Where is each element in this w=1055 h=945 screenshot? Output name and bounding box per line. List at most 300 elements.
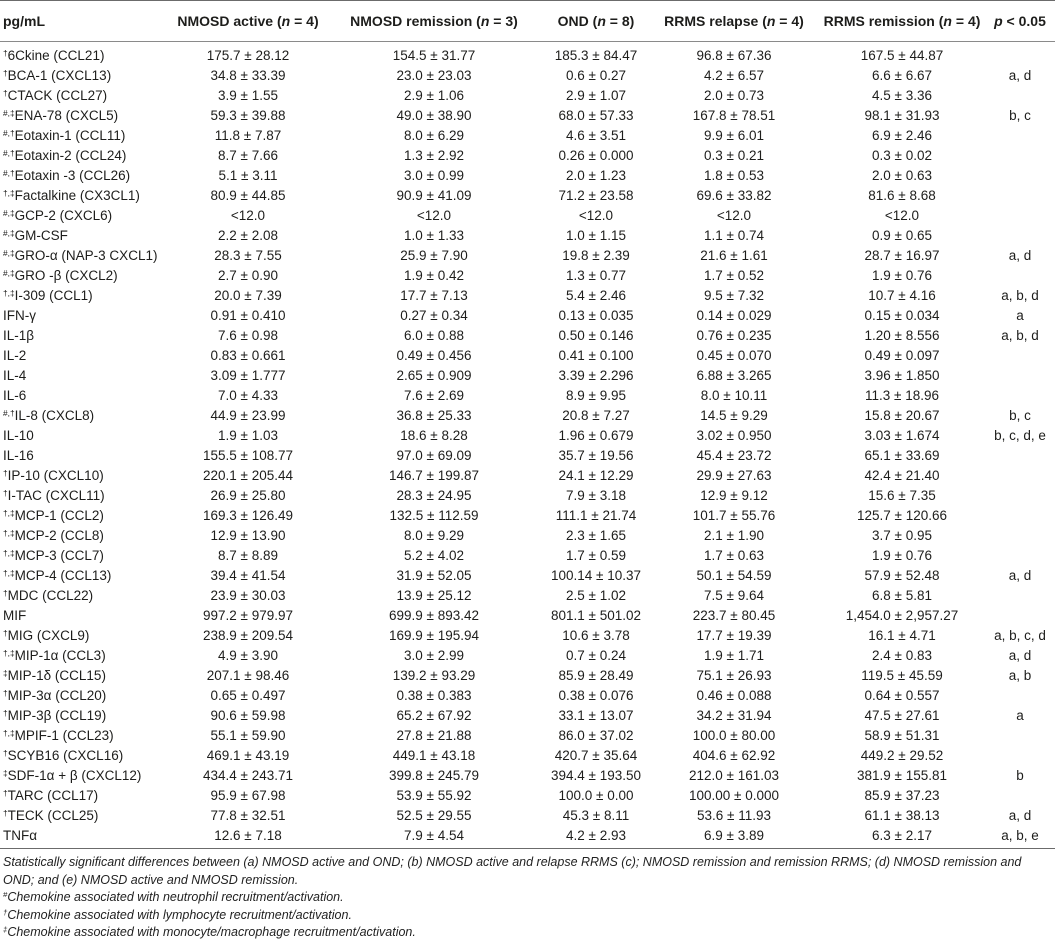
cell-ond: 1.96 ± 0.679 [558, 428, 634, 443]
analyte-name: IL-8 (CXCL8) [14, 408, 95, 423]
cell-rrms-remission: 10.7 ± 4.16 [868, 288, 936, 303]
footnote-marker: †,‡ [3, 727, 15, 738]
header-label: OND ( [557, 13, 598, 29]
cell-p-significance [985, 346, 1055, 366]
analyte-name: TARC (CCL17) [7, 788, 99, 803]
cell-p-significance: a, d [1008, 808, 1032, 823]
footnote-marker: #,‡ [3, 267, 15, 278]
table-row [0, 806, 1055, 826]
row-label [0, 486, 171, 506]
cell-p-significance: a, b [1008, 668, 1032, 683]
analyte-name: MIP-3β (CCL19) [7, 708, 107, 723]
cell-ond: 2.0 ± 1.23 [566, 168, 626, 183]
cell-rrms-relapse: 50.1 ± 54.59 [696, 568, 772, 583]
footnote-marker: ‡ [3, 925, 8, 935]
cell-rrms-remission: 167.5 ± 44.87 [860, 48, 944, 63]
table-row [0, 346, 1055, 366]
analyte-name: MCP-3 (CCL7) [14, 548, 104, 563]
analyte-name: Eotaxin-2 (CCL24) [14, 148, 127, 163]
cell-ond: 394.4 ± 193.50 [551, 768, 641, 783]
cell-nmosd-remission: 5.2 ± 4.02 [404, 548, 464, 563]
cell-ond: 19.8 ± 2.39 [562, 248, 630, 263]
footnote-marker: † [3, 627, 8, 638]
cell-nmosd-remission: 132.5 ± 112.59 [389, 508, 479, 523]
cell-rrms-remission: 381.9 ± 155.81 [857, 768, 947, 783]
cell-p-significance: a, b, e [1001, 828, 1039, 843]
footnote-marker: † [3, 67, 8, 78]
cell-rrms-relapse: 17.7 ± 19.39 [696, 628, 772, 643]
cell-rrms-relapse: 167.8 ± 78.51 [692, 108, 776, 123]
cell-nmosd-remission: 27.8 ± 21.88 [396, 728, 472, 743]
cell-nmosd-active: 95.9 ± 67.98 [210, 788, 286, 803]
cell-nmosd-active: 155.5 ± 108.77 [203, 448, 293, 463]
cell-rrms-relapse: 100.0 ± 80.00 [692, 728, 776, 743]
table-row [0, 86, 1055, 106]
footnote-marker: #,† [3, 167, 15, 178]
row-label [0, 86, 171, 106]
cell-ond: 68.0 ± 57.33 [558, 108, 634, 123]
row-label [0, 286, 171, 306]
cell-rrms-remission: 6.8 ± 5.81 [872, 588, 932, 603]
cell-nmosd-active: 0.83 ± 0.661 [210, 348, 286, 363]
cell-ond: 2.3 ± 1.65 [566, 528, 626, 543]
cell-rrms-relapse: 53.6 ± 11.93 [697, 808, 771, 823]
cell-nmosd-active: 169.3 ± 126.49 [203, 508, 293, 523]
cell-nmosd-remission: 53.9 ± 55.92 [396, 788, 472, 803]
analyte-name: SDF-1α + β (CXCL12) [7, 768, 142, 783]
row-label [0, 586, 171, 606]
cell-p-significance [985, 386, 1055, 406]
header-p-threshold: < 0.05 [1002, 13, 1046, 29]
cell-rrms-relapse: 45.4 ± 23.72 [696, 448, 772, 463]
cell-rrms-remission: 47.5 ± 27.61 [864, 708, 940, 723]
footnote-marker: #,† [3, 127, 15, 138]
cell-nmosd-active: 12.6 ± 7.18 [214, 828, 282, 843]
row-label [0, 706, 171, 726]
footnote-marker: † [3, 587, 8, 598]
cell-nmosd-active: 7.0 ± 4.33 [218, 388, 278, 403]
cell-ond: 0.41 ± 0.100 [558, 348, 634, 363]
row-label [0, 826, 171, 849]
cell-rrms-remission: 57.9 ± 52.48 [864, 568, 940, 583]
cell-rrms-relapse: 212.0 ± 161.03 [689, 768, 779, 783]
cell-nmosd-active: 2.2 ± 2.08 [218, 228, 278, 243]
cell-rrms-relapse: 7.5 ± 9.64 [704, 588, 764, 603]
cell-nmosd-remission: 6.0 ± 0.88 [404, 328, 464, 343]
cell-p-significance [985, 466, 1055, 486]
cell-nmosd-remission: 7.9 ± 4.54 [404, 828, 464, 843]
cell-rrms-relapse: <12.0 [716, 208, 752, 223]
analyte-name: IFN-γ [3, 308, 36, 323]
cell-nmosd-active: 469.1 ± 43.19 [206, 748, 290, 763]
cell-rrms-remission: 119.5 ± 45.59 [861, 668, 943, 683]
cell-rrms-remission: 4.5 ± 3.36 [872, 88, 932, 103]
analyte-name: MCP-1 (CCL2) [14, 508, 104, 523]
cell-nmosd-active: 8.7 ± 8.89 [218, 548, 278, 563]
cell-nmosd-remission: 2.9 ± 1.06 [404, 88, 464, 103]
row-label [0, 346, 171, 366]
row-label [0, 166, 171, 186]
analyte-name: IL-1β [3, 328, 35, 343]
cell-rrms-relapse: 101.7 ± 55.76 [692, 508, 776, 523]
row-label [0, 806, 171, 826]
table-row [0, 386, 1055, 406]
analyte-name: MDC (CCL22) [7, 588, 94, 603]
header-p-variable: p [994, 13, 1003, 29]
header-count: = 4) [290, 13, 319, 29]
row-label [0, 506, 171, 526]
cell-ond: 3.39 ± 2.296 [558, 368, 634, 383]
cell-p-significance [985, 86, 1055, 106]
table-row [0, 426, 1055, 446]
table-row [0, 66, 1055, 86]
cell-p-significance: b [1016, 768, 1024, 783]
table-row [0, 306, 1055, 326]
cell-p-significance [985, 266, 1055, 286]
cell-nmosd-remission: 18.6 ± 8.28 [400, 428, 468, 443]
cell-rrms-relapse: 0.46 ± 0.088 [696, 688, 772, 703]
row-label [0, 726, 171, 746]
analyte-name: MCP-2 (CCL8) [14, 528, 104, 543]
analyte-name: GRO -β (CXCL2) [14, 268, 118, 283]
header-n-variable: n [480, 13, 490, 29]
cell-rrms-relapse: 21.6 ± 1.61 [700, 248, 768, 263]
cell-ond: 111.1 ± 21.74 [555, 508, 637, 523]
cell-nmosd-remission: 0.49 ± 0.456 [396, 348, 472, 363]
cell-nmosd-remission: 3.0 ± 2.99 [404, 648, 464, 663]
footnote-marker: † [3, 467, 8, 478]
cell-ond: 0.26 ± 0.000 [558, 148, 634, 163]
cell-ond: 45.3 ± 8.11 [562, 808, 630, 823]
table-row [0, 466, 1055, 486]
row-label [0, 106, 171, 126]
table-row [0, 146, 1055, 166]
cell-nmosd-active: 77.8 ± 32.51 [210, 808, 286, 823]
header-count: = 4) [951, 13, 981, 29]
cell-p-significance [985, 786, 1055, 806]
cell-ond: 4.6 ± 3.51 [566, 128, 626, 143]
cell-nmosd-remission: 3.0 ± 0.99 [404, 168, 464, 183]
footnote-marker: † [3, 907, 8, 917]
cell-nmosd-active: 59.3 ± 39.88 [210, 108, 286, 123]
analyte-name: MPIF-1 (CCL23) [14, 728, 114, 743]
cell-rrms-remission: <12.0 [884, 208, 920, 223]
cell-nmosd-remission: 399.8 ± 245.79 [389, 768, 479, 783]
header-label: NMOSD active ( [177, 13, 282, 29]
cell-ond: 2.5 ± 1.02 [566, 588, 626, 603]
cell-rrms-remission: 85.9 ± 37.23 [864, 788, 940, 803]
footnote-marker: #,† [3, 407, 15, 418]
table-row [0, 286, 1055, 306]
cell-ond: 100.14 ± 10.37 [551, 568, 641, 583]
row-label [0, 406, 171, 426]
analyte-name: IL-2 [3, 348, 27, 363]
cell-nmosd-active: 26.9 ± 25.80 [210, 488, 286, 503]
table-row [0, 486, 1055, 506]
cell-rrms-relapse: 1.7 ± 0.52 [704, 268, 764, 283]
cell-rrms-remission: 125.7 ± 120.66 [857, 508, 947, 523]
cell-ond: 100.0 ± 0.00 [558, 788, 634, 803]
header-count: = 4) [775, 13, 804, 29]
cell-p-significance: a, d [1008, 68, 1032, 83]
table-row [0, 406, 1055, 426]
header-count: = 8) [605, 13, 635, 29]
analyte-name: SCYB16 (CXCL16) [7, 748, 124, 763]
table-row [0, 226, 1055, 246]
cell-nmosd-remission: 90.9 ± 41.09 [396, 188, 472, 203]
cell-rrms-remission: 0.15 ± 0.034 [864, 308, 940, 323]
table-row [0, 526, 1055, 546]
analyte-name: I-309 (CCL1) [14, 288, 93, 303]
cell-rrms-remission: 1,454.0 ± 2,957.27 [845, 608, 959, 623]
cell-rrms-remission: 15.6 ± 7.35 [868, 488, 936, 503]
cell-rrms-remission: 6.3 ± 2.17 [872, 828, 932, 843]
cell-p-significance [985, 726, 1055, 746]
cell-rrms-relapse: 0.3 ± 0.21 [704, 148, 764, 163]
row-label [0, 606, 171, 626]
cell-ond: 71.2 ± 23.58 [558, 188, 634, 203]
footnote-marker: † [3, 707, 8, 718]
cell-nmosd-active: 28.3 ± 7.55 [214, 248, 282, 263]
cell-rrms-remission: 0.49 ± 0.097 [864, 348, 940, 363]
footnote-marker: †,‡ [3, 647, 15, 658]
cell-rrms-remission: 28.7 ± 16.97 [864, 248, 940, 263]
analyte-name: I-TAC (CXCL11) [7, 488, 105, 503]
row-label [0, 666, 171, 686]
cell-nmosd-active: 3.9 ± 1.55 [218, 88, 278, 103]
analyte-name: IP-10 (CXCL10) [7, 468, 104, 483]
cell-p-significance: a, b, d [1001, 328, 1039, 343]
cell-rrms-remission: 6.9 ± 2.46 [872, 128, 932, 143]
cell-p-significance [985, 686, 1055, 706]
cell-nmosd-active: 207.1 ± 98.46 [206, 668, 290, 683]
cell-p-significance: a, d [1008, 568, 1032, 583]
cell-rrms-remission: 1.9 ± 0.76 [872, 548, 932, 563]
header-nmosd-remission [325, 1, 543, 42]
table-row [0, 626, 1055, 646]
cell-nmosd-remission: 8.0 ± 9.29 [404, 528, 464, 543]
cell-nmosd-active: 80.9 ± 44.85 [210, 188, 286, 203]
cell-nmosd-active: 1.9 ± 1.03 [218, 428, 278, 443]
cell-ond: 10.6 ± 3.78 [562, 628, 630, 643]
cell-p-significance: a, b, c, d [994, 628, 1046, 643]
cell-rrms-relapse: 1.9 ± 1.71 [704, 648, 764, 663]
cell-p-significance [985, 486, 1055, 506]
analyte-name: IL-4 [3, 368, 27, 383]
table-body [0, 42, 1055, 849]
cell-rrms-relapse: 12.9 ± 9.12 [700, 488, 768, 503]
cell-p-significance: b, c, d, e [994, 428, 1046, 443]
row-label [0, 446, 171, 466]
cell-nmosd-active: 175.7 ± 28.12 [206, 48, 290, 63]
analyte-name: GM-CSF [14, 228, 68, 243]
cell-rrms-relapse: 223.7 ± 80.45 [692, 608, 776, 623]
cell-p-significance [985, 586, 1055, 606]
cell-nmosd-remission: 139.2 ± 93.29 [392, 668, 476, 683]
cell-ond: 801.1 ± 501.02 [551, 608, 641, 623]
table-row [0, 726, 1055, 746]
cell-nmosd-remission: 31.9 ± 52.05 [396, 568, 472, 583]
header-label: RRMS relapse ( [664, 13, 767, 29]
analyte-name: 6Ckine (CCL21) [7, 48, 105, 63]
table-row [0, 266, 1055, 286]
analyte-name: Factalkine (CX3CL1) [14, 188, 140, 203]
footnote-marker: † [3, 787, 8, 798]
analyte-name: CTACK (CCL27) [7, 88, 108, 103]
cell-nmosd-remission: 1.3 ± 2.92 [404, 148, 464, 163]
cell-rrms-relapse: 75.1 ± 26.93 [696, 668, 772, 683]
analyte-name: TECK (CCL25) [7, 808, 99, 823]
analyte-name: MIF [3, 608, 27, 623]
cell-nmosd-remission: 25.9 ± 7.90 [400, 248, 468, 263]
row-label [0, 206, 171, 226]
cell-rrms-relapse: 404.6 ± 62.92 [692, 748, 776, 763]
header-n-variable: n [281, 13, 291, 29]
cell-p-significance [985, 42, 1055, 67]
header-label: RRMS remission ( [823, 13, 944, 29]
cell-p-significance: a, d [1008, 248, 1032, 263]
cell-rrms-relapse: 69.6 ± 33.82 [696, 188, 772, 203]
cell-p-significance [985, 526, 1055, 546]
row-label [0, 546, 171, 566]
cell-nmosd-remission: 23.0 ± 23.03 [396, 68, 472, 83]
cell-nmosd-remission: 8.0 ± 6.29 [404, 128, 464, 143]
analyte-name: GCP-2 (CXCL6) [14, 208, 113, 223]
cell-p-significance: b, c [1009, 408, 1031, 423]
cell-p-significance [985, 166, 1055, 186]
cell-nmosd-active: 7.6 ± 0.98 [218, 328, 278, 343]
cell-nmosd-active: 12.9 ± 13.90 [210, 528, 286, 543]
table-footnotes [0, 849, 1055, 942]
analyte-name: BCA-1 (CXCL13) [7, 68, 112, 83]
cell-rrms-remission: 3.7 ± 0.95 [872, 528, 932, 543]
cell-ond: 35.7 ± 19.56 [558, 448, 634, 463]
cell-nmosd-remission: 52.5 ± 29.55 [396, 808, 472, 823]
row-label [0, 686, 171, 706]
cell-ond: 5.4 ± 2.46 [566, 288, 626, 303]
cell-p-significance [985, 446, 1055, 466]
footnote-marker: ‡ [3, 667, 8, 678]
cell-ond: 4.2 ± 2.93 [566, 828, 626, 843]
cell-nmosd-active: 55.1 ± 59.90 [210, 728, 286, 743]
table-row [0, 126, 1055, 146]
cell-p-significance [985, 546, 1055, 566]
cell-rrms-relapse: 1.7 ± 0.63 [704, 548, 764, 563]
lymphocyte-footnote [3, 907, 1052, 925]
cell-p-significance [985, 226, 1055, 246]
table-row [0, 326, 1055, 346]
cell-ond: 1.3 ± 0.77 [566, 268, 626, 283]
cell-p-significance [985, 746, 1055, 766]
analyte-name: ENA-78 (CXCL5) [14, 108, 119, 123]
header-rrms-remission [819, 1, 985, 42]
row-label [0, 426, 171, 446]
cell-nmosd-active: 23.9 ± 30.03 [210, 588, 286, 603]
cell-ond: 0.6 ± 0.27 [566, 68, 626, 83]
cell-nmosd-active: 5.1 ± 3.11 [218, 168, 278, 183]
cell-nmosd-remission: 0.27 ± 0.34 [400, 308, 468, 323]
cell-nmosd-active: 220.1 ± 205.44 [203, 468, 293, 483]
cell-rrms-remission: 3.96 ± 1.850 [864, 368, 940, 383]
analyte-name: TNFα [3, 828, 38, 843]
row-label [0, 226, 171, 246]
table-row [0, 826, 1055, 849]
cell-ond: <12.0 [578, 208, 614, 223]
cell-nmosd-active: <12.0 [230, 208, 266, 223]
cell-rrms-relapse: 0.76 ± 0.235 [696, 328, 772, 343]
cell-nmosd-remission: 65.2 ± 67.92 [396, 708, 472, 723]
cell-nmosd-active: 0.91 ± 0.410 [210, 308, 286, 323]
cell-nmosd-active: 90.6 ± 59.98 [210, 708, 286, 723]
cell-nmosd-remission: 169.9 ± 195.94 [389, 628, 479, 643]
row-label [0, 326, 171, 346]
analyte-name: MIP-1δ (CCL15) [7, 668, 106, 683]
table-row [0, 686, 1055, 706]
cell-rrms-relapse: 9.9 ± 6.01 [704, 128, 764, 143]
footnote-marker: †,‡ [3, 527, 15, 538]
table-row [0, 366, 1055, 386]
row-label [0, 186, 171, 206]
row-label [0, 746, 171, 766]
cell-nmosd-remission: 28.3 ± 24.95 [396, 488, 472, 503]
cell-rrms-remission: 0.64 ± 0.557 [864, 688, 940, 703]
cell-rrms-relapse: 0.14 ± 0.029 [696, 308, 772, 323]
table-row [0, 246, 1055, 266]
header-rrms-relapse [649, 1, 819, 42]
cell-nmosd-active: 3.09 ± 1.777 [210, 368, 286, 383]
table-row [0, 646, 1055, 666]
footnote-marker: #,† [3, 147, 15, 158]
footnote-marker: † [3, 807, 8, 818]
cell-nmosd-remission: 2.65 ± 0.909 [396, 368, 472, 383]
cell-rrms-remission: 6.6 ± 6.67 [872, 68, 932, 83]
footnote-marker: †,‡ [3, 547, 15, 558]
cell-p-significance: b, c [1009, 108, 1031, 123]
table-row [0, 586, 1055, 606]
footnote-marker: #,‡ [3, 227, 15, 238]
cell-rrms-remission: 0.3 ± 0.02 [872, 148, 932, 163]
footnote-text: Chemokine associated with monocyte/macrophage recruitment/activation. [7, 925, 416, 939]
footnote-marker: # [3, 890, 8, 900]
table-row [0, 706, 1055, 726]
analyte-name: MCP-4 (CCL13) [14, 568, 112, 583]
cell-p-significance [985, 506, 1055, 526]
table-row [0, 546, 1055, 566]
cell-rrms-relapse: 6.88 ± 3.265 [696, 368, 772, 383]
cell-nmosd-remission: 13.9 ± 25.12 [396, 588, 472, 603]
table-row [0, 766, 1055, 786]
table-row [0, 786, 1055, 806]
cell-nmosd-active: 2.7 ± 0.90 [218, 268, 278, 283]
table-row [0, 746, 1055, 766]
cell-rrms-remission: 81.6 ± 8.68 [868, 188, 936, 203]
cell-rrms-remission: 15.8 ± 20.67 [864, 408, 940, 423]
cell-ond: 7.9 ± 3.18 [566, 488, 626, 503]
row-label [0, 626, 171, 646]
cell-p-significance: a, d [1008, 648, 1032, 663]
cell-rrms-remission: 42.4 ± 21.40 [864, 468, 940, 483]
cell-ond: 0.38 ± 0.076 [558, 688, 634, 703]
footnote-marker: #,‡ [3, 207, 15, 218]
cell-p-significance: a [1016, 708, 1024, 723]
cell-ond: 2.9 ± 1.07 [566, 88, 626, 103]
cell-nmosd-active: 4.9 ± 3.90 [218, 648, 278, 663]
cell-ond: 24.1 ± 12.29 [558, 468, 634, 483]
cell-nmosd-remission: 0.38 ± 0.383 [396, 688, 472, 703]
cell-rrms-relapse: 2.0 ± 0.73 [704, 88, 764, 103]
cell-rrms-relapse: 1.1 ± 0.74 [704, 228, 764, 243]
cell-rrms-relapse: 8.0 ± 10.11 [700, 388, 768, 403]
